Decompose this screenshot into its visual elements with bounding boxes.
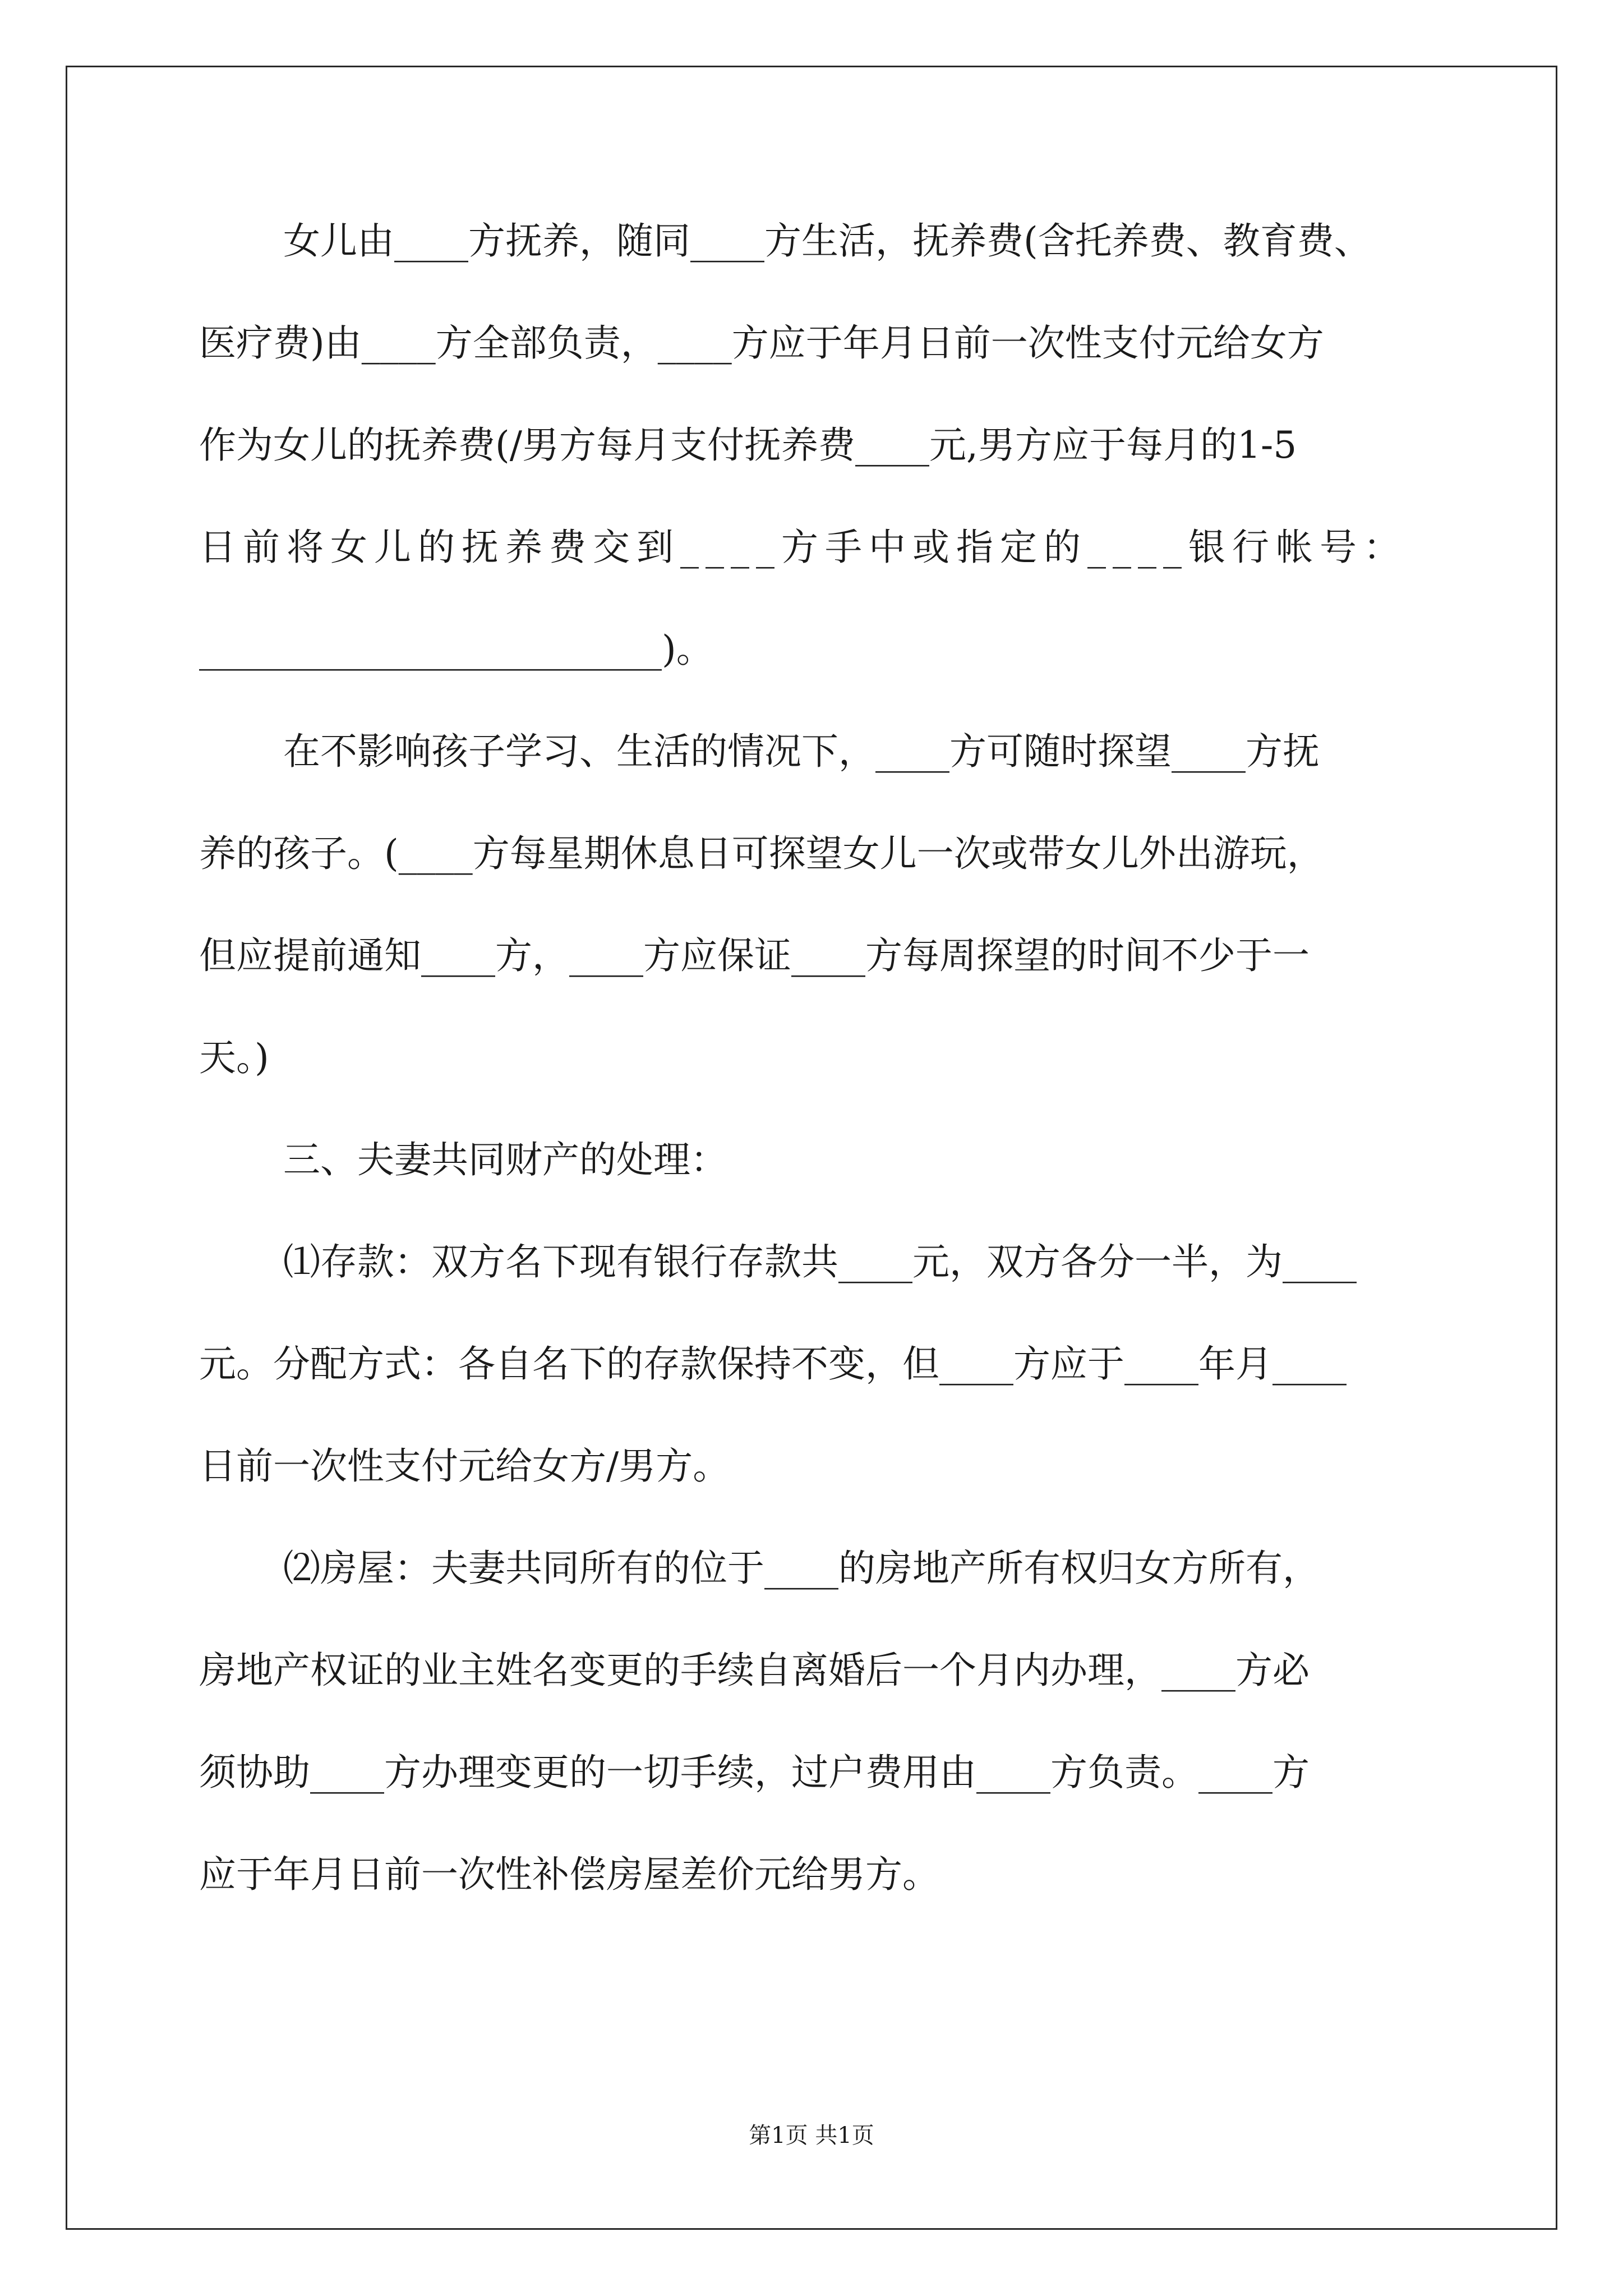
paragraph-line-distribution: 元。分配方式：各自名下的存款保持不变，但____方应于____年月____ — [199, 1342, 1347, 1386]
paragraph-line-account-blank: _________________________)。 — [199, 628, 713, 671]
paragraph-line-payment: 日前一次性支付元给女方/男方。 — [199, 1444, 730, 1488]
paragraph-line-compensation: 应于年月日前一次性补偿房屋差价元给男方。 — [199, 1853, 939, 1896]
paragraph-line-day: 天。) — [199, 1036, 269, 1079]
paragraph-line-bank-account: 日前将女儿的抚养费交到____方手中或指定的____银行帐号： — [199, 526, 1407, 569]
paragraph-line-medical-fees: 医疗费)由____方全部负责，____方应于年月日前一次性支付元给女方 — [199, 321, 1324, 365]
paragraph-line-title-change: 房地产权证的业主姓名变更的手续自离婚后一个月内办理，____方必 — [199, 1649, 1310, 1692]
paragraph-line-deposits: ⑴存款：双方名下现有银行存款共____元，双方各分一半，为____ — [283, 1240, 1357, 1283]
paragraph-line-custody: 女儿由____方抚养，随同____方生活，抚养费(含托养费、教育费、 — [283, 219, 1371, 263]
page-footer: 第1页 共1页 — [749, 2123, 874, 2148]
paragraph-line-house: ⑵房屋：夫妻共同所有的位于____的房地产所有权归女方所有， — [283, 1547, 1320, 1590]
paragraph-line-visitation: 在不影响孩子学习、生活的情况下，____方可随时探望____方抚 — [283, 730, 1320, 773]
paragraph-line-monthly-support: 作为女儿的抚养费(/男方每月支付抚养费____元,男方应于每月的1-5 — [199, 424, 1297, 467]
paragraph-line-notice: 但应提前通知____方，____方应保证____方每周探望的时间不少于一 — [199, 934, 1310, 977]
paragraph-line-transfer-fees: 须协助____方办理变更的一切手续，过户费用由____方负责。____方 — [199, 1751, 1310, 1794]
section-heading-property: 三、夫妻共同财产的处理： — [283, 1138, 727, 1181]
paragraph-line-weekend-visit: 养的孩子。(____方每星期休息日可探望女儿一次或带女儿外出游玩， — [199, 832, 1324, 875]
